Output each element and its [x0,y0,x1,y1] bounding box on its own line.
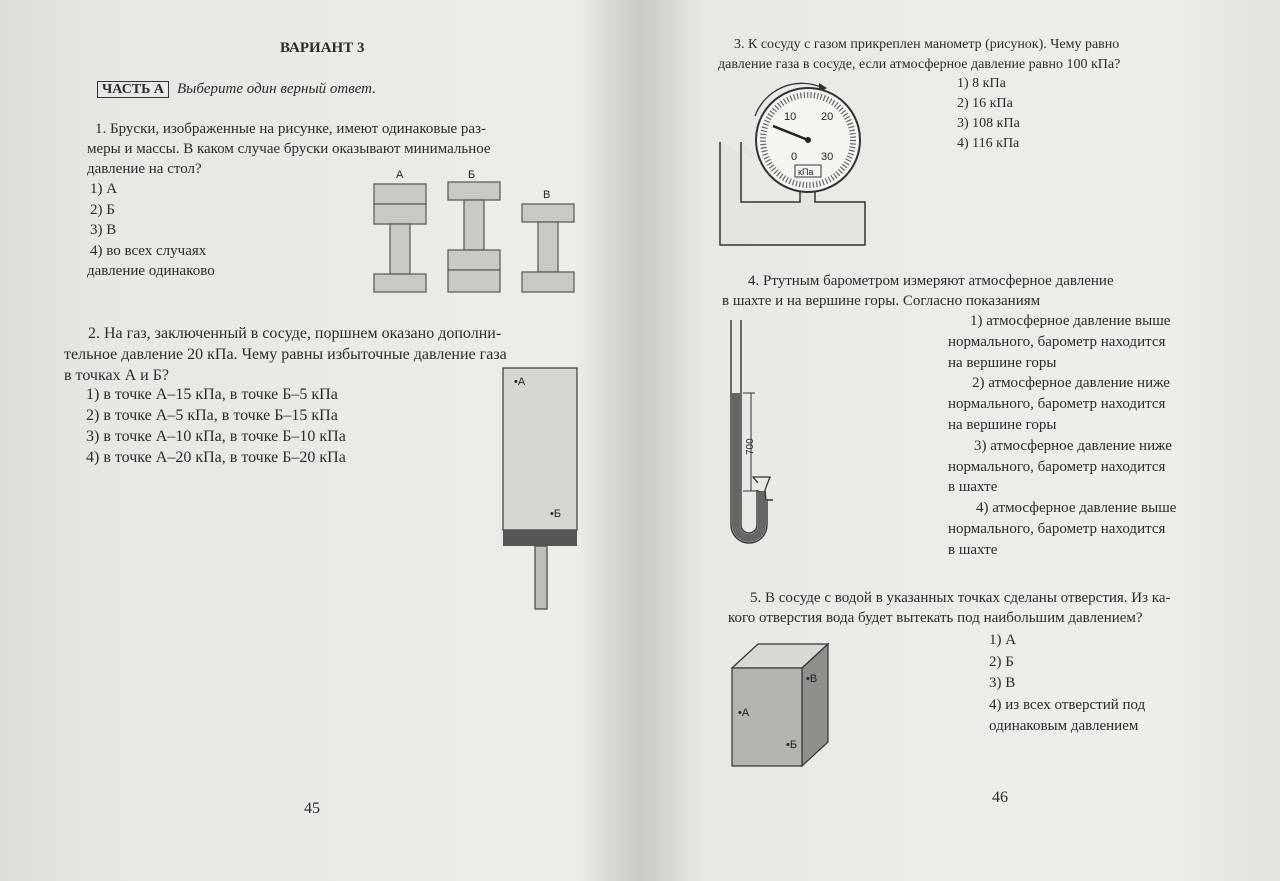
q1-option: давление одинаково [87,263,215,279]
q1-line: 1. Бруски, изображенные на рисунке, имеют одинаковые раз- [95,121,487,137]
q1-option: 4) во всех случаях [90,242,207,259]
page-number: 45 [304,800,320,817]
point-label: •Б [786,739,798,751]
q4-option-line: нормального, барометр находится [948,458,1166,475]
gauge-unit: кПа [798,167,814,177]
q5-text [728,588,1238,628]
q3-line: давление газа в сосуде, если атмосферное давление равно 100 кПа? [718,57,1121,72]
q2-option: 4) в точке А–20 кПа, в точке Б–20 кПа [86,449,346,466]
q3-manometer-figure [715,80,875,250]
q2-line: тельное давление 20 кПа. Чему равны избыточные давление газа [64,346,507,363]
column-label: 700 [745,438,756,455]
gauge-tick: 0 [791,151,798,163]
gauge-tick: 10 [784,111,797,123]
q3-option: 1) 8 кПа [957,76,1006,91]
q4-option-line: 4) атмосферное давление выше [976,500,1177,517]
q5-option: 1) А [989,632,1017,648]
q4-line: в шахте и на вершине горы. Согласно показаниям [722,293,1041,309]
q4-option [948,436,1238,498]
q3-option: 4) 116 кПа [957,136,1020,151]
q4-option-line: в шахте [948,479,998,496]
q2-options [86,384,346,468]
q5-option: 3) В [989,675,1016,691]
q3-options [957,74,1020,154]
q4-option-line: на вершине горы [948,416,1057,433]
q5-option: одинаковым давлением [989,718,1139,734]
q4-option-line: нормального, барометр находится [948,396,1166,413]
q3-line: 3. К сосуду с газом прикреплен манометр (рисунок). Чему равно [734,37,1120,52]
q4-options [948,311,1238,561]
q1-option: 2) Б [90,201,115,218]
q4-option-line: нормального, барометр находится [948,520,1166,537]
q4-line: 4. Ртутным барометром измеряют атмосферное давление [748,273,1114,289]
q5-option: 2) Б [989,653,1014,670]
q2-option: 2) в точке А–5 кПа, в точке Б–15 кПа [86,407,338,424]
q2-option: 3) в точке А–10 кПа, в точке Б–10 кПа [86,428,346,445]
q3-option: 2) 16 кПа [957,96,1013,111]
q4-text [722,271,1217,311]
figure-label: В [543,189,551,201]
q4-option-line: 1) атмосферное давление выше [970,313,1171,329]
q5-line: кого отверстия вода будет вытекать под наибольшим давлением? [728,610,1143,626]
q5-options [989,630,1145,738]
gauge-tick: 20 [821,111,834,123]
page-number: 46 [992,789,1008,806]
q2-line: 2. На газ, заключенный в сосуде, поршнем оказано дополни- [88,325,502,342]
q4-option-line: 3) атмосферное давление ниже [974,437,1172,454]
point-label: •Б [550,508,562,520]
q1-options [87,179,215,282]
q1-line: меры и массы. В каком случае бруски оказывают минимальное [87,141,491,157]
q2-option: 1) в точке А–15 кПа, в точке Б–5 кПа [86,386,338,403]
point-label: •А [738,707,750,719]
q4-option [948,373,1238,435]
q5-vessel-figure [730,640,840,770]
q1-option: 1) А [90,181,118,197]
q3-text [718,35,1120,75]
q3-option: 3) 108 кПа [957,116,1020,131]
q4-option-line: нормального, барометр находится [948,333,1166,350]
gauge-tick: 30 [821,151,834,163]
variant-title: ВАРИАНТ 3 [280,40,365,56]
q4-option-line: 2) атмосферное давление ниже [972,375,1170,392]
right-page [640,0,1280,881]
q2-piston-figure [500,366,582,614]
q4-option [948,498,1238,560]
q5-option: 4) из всех отверстий под [989,696,1146,713]
part-label: ЧАСТЬ А [97,81,169,98]
part-header [97,79,376,99]
q1-option: 3) В [90,222,117,238]
q5-line: 5. В сосуде с водой в указанных точках сделаны отверстия. Из ка- [750,590,1171,606]
q4-option-line: в шахте [948,541,998,558]
q1-bars-figure [360,160,590,300]
q4-option-line: на вершине горы [948,354,1057,371]
figure-label: А [396,169,404,181]
point-label: •А [514,376,526,388]
q2-line: в точках А и Б? [64,367,170,384]
q1-line: давление на стол? [87,161,202,177]
part-instruction: Выберите один верный ответ. [177,81,376,97]
figure-label: Б [468,169,476,181]
point-label: •В [806,673,818,685]
q4-option [948,311,1238,373]
q4-barometer-figure [725,315,825,565]
